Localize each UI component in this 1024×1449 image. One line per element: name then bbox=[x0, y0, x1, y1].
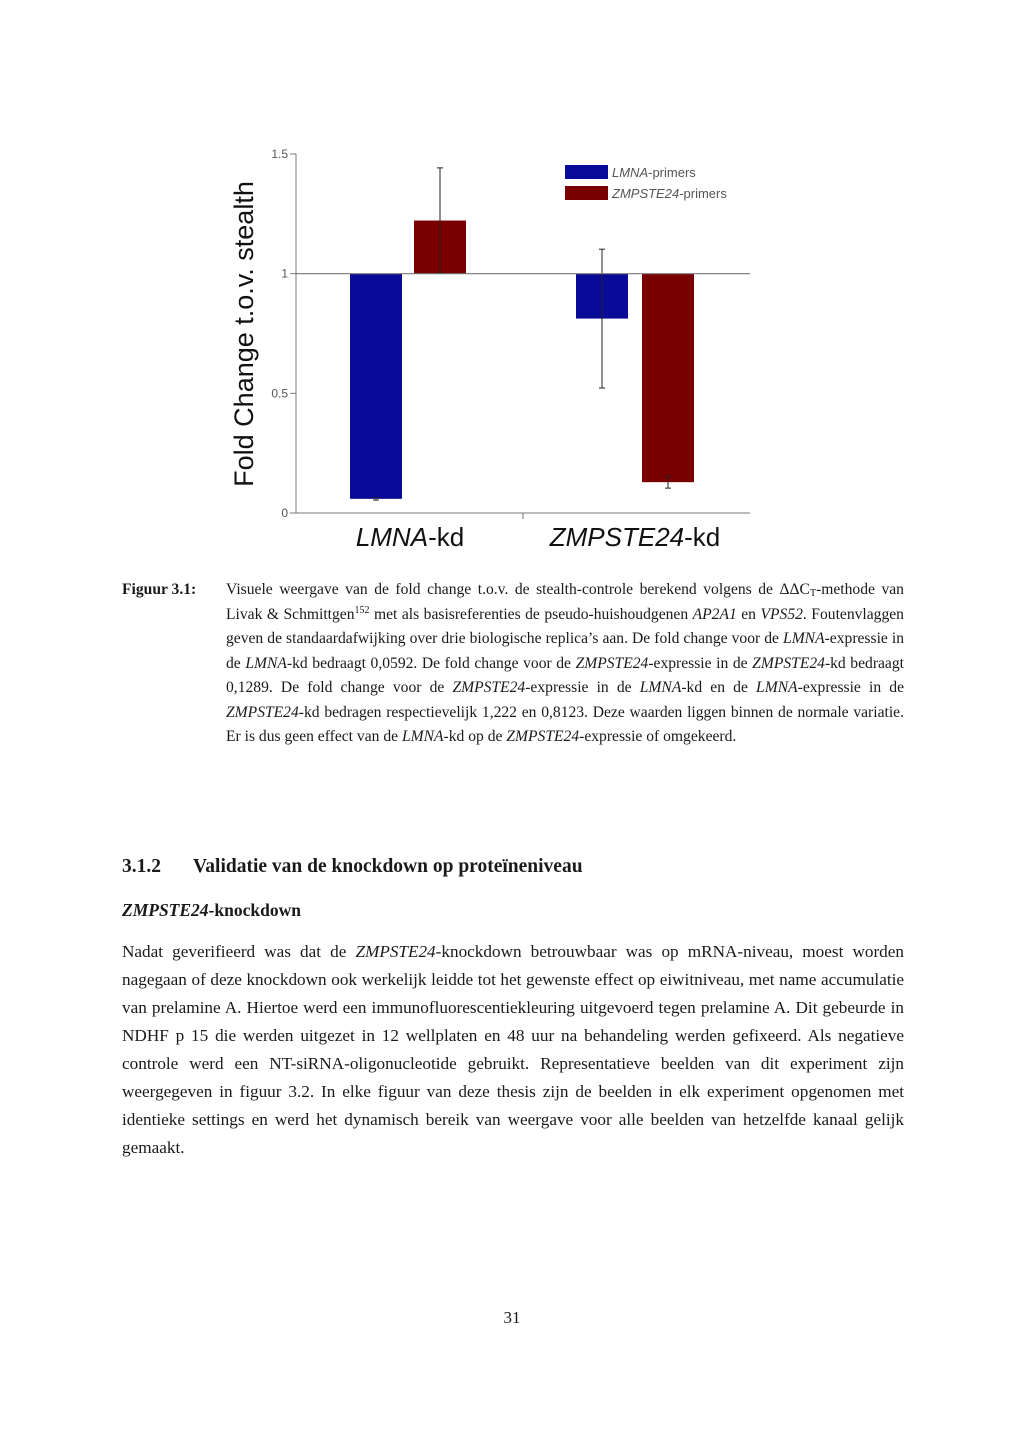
legend bbox=[565, 165, 727, 201]
figure-caption bbox=[122, 578, 904, 750]
caption-label: Figuur 3.1: bbox=[122, 581, 197, 598]
bar-series0-cat0 bbox=[350, 274, 402, 499]
page-number: 31 bbox=[503, 1308, 521, 1327]
section-title: Validatie van de knockdown op proteïneniveau bbox=[193, 856, 583, 877]
legend-label-lmna-primers: LMNA-primers bbox=[612, 165, 696, 180]
fold-change-bar-chart bbox=[220, 140, 780, 560]
caption-text: Visuele weergave van de fold change t.o.v. de stealth-controle berekend volgens de $\Delta\Delta C_T$-methode van Livak & Schmittgen$^{152}$ met als basisreferenties de pseudo-huishoudgenen AP2A1 en VPS52. Foutenvlaggen geven de standaardafwijking over drie biologische replica’s aan. De fold change voor de LMNA-expressie in de LMNA-kd bedraagt 0,0592. De fold change voor de ZMPSTE24-expressie in de ZMPSTE24-kd bedraagt 0,1289. De fold change voor de ZMPSTE24-expressie in de LMNA-kd en de LMNA-expressie in de ZMPSTE24-kd bedragen respectievelijk 1,222 en 0,8123. Deze waarden liggen binnen de normale variatie. Er is dus geen effect van de LMNA-kd op de ZMPSTE24-expressie of omgekeerd. bbox=[226, 581, 904, 745]
legend-swatch-zmpste24-primers bbox=[565, 186, 608, 200]
y-tick-label-1: 0.5 bbox=[271, 386, 288, 401]
category-label-zmpste24-kd: ZMPSTE24-kd bbox=[549, 522, 721, 552]
y-tick-label-2: 1 bbox=[281, 266, 288, 281]
body-paragraph: Nadat geverifieerd was dat de ZMPSTE24-knockdown betrouwbaar was op mRNA-niveau, moest worden nagegaan of deze knockdown ook werkelijk leidde tot het gewenste effect op eiwitniveau, met name accumulatie van prelamine A. Hiertoe werd een immunofluorescentiekleuring uitgevoerd tegen prelamine A. Dit gebeurde in NDHF p 15 die werden uitgezet in 12 wellplaten en 48 uur na behandeling werden gefixeerd. Als negatieve controle werd een NT-siRNA-oligonucleotide gebruikt. Representatieve beelden van dit experiment zijn weergegeven in figuur 3.2. In elke figuur van deze thesis zijn de beelden in elk experiment opgenomen met identieke settings en werd het dynamisch bereik van weergave voor alle beelden van hetzelfde kanaal gelijk gemaakt. bbox=[122, 942, 904, 1157]
y-axis-label: Fold Change t.o.v. stealth bbox=[229, 181, 259, 487]
y-tick-label-0: 0 bbox=[281, 506, 288, 520]
legend-label-zmpste24-primers: ZMPSTE24-primers bbox=[612, 186, 727, 201]
category-label-lmna-kd: LMNA-kd bbox=[355, 522, 465, 552]
y-tick-label-3: 1.5 bbox=[271, 147, 288, 161]
citation-ref: 152 bbox=[354, 604, 370, 616]
section-number: 3.1.2 bbox=[122, 856, 161, 877]
subsection-heading: ZMPSTE24-knockdown bbox=[122, 900, 301, 920]
legend-swatch-lmna-primers bbox=[565, 165, 608, 179]
bar-series1-cat1 bbox=[642, 274, 694, 482]
section-heading bbox=[122, 856, 583, 878]
